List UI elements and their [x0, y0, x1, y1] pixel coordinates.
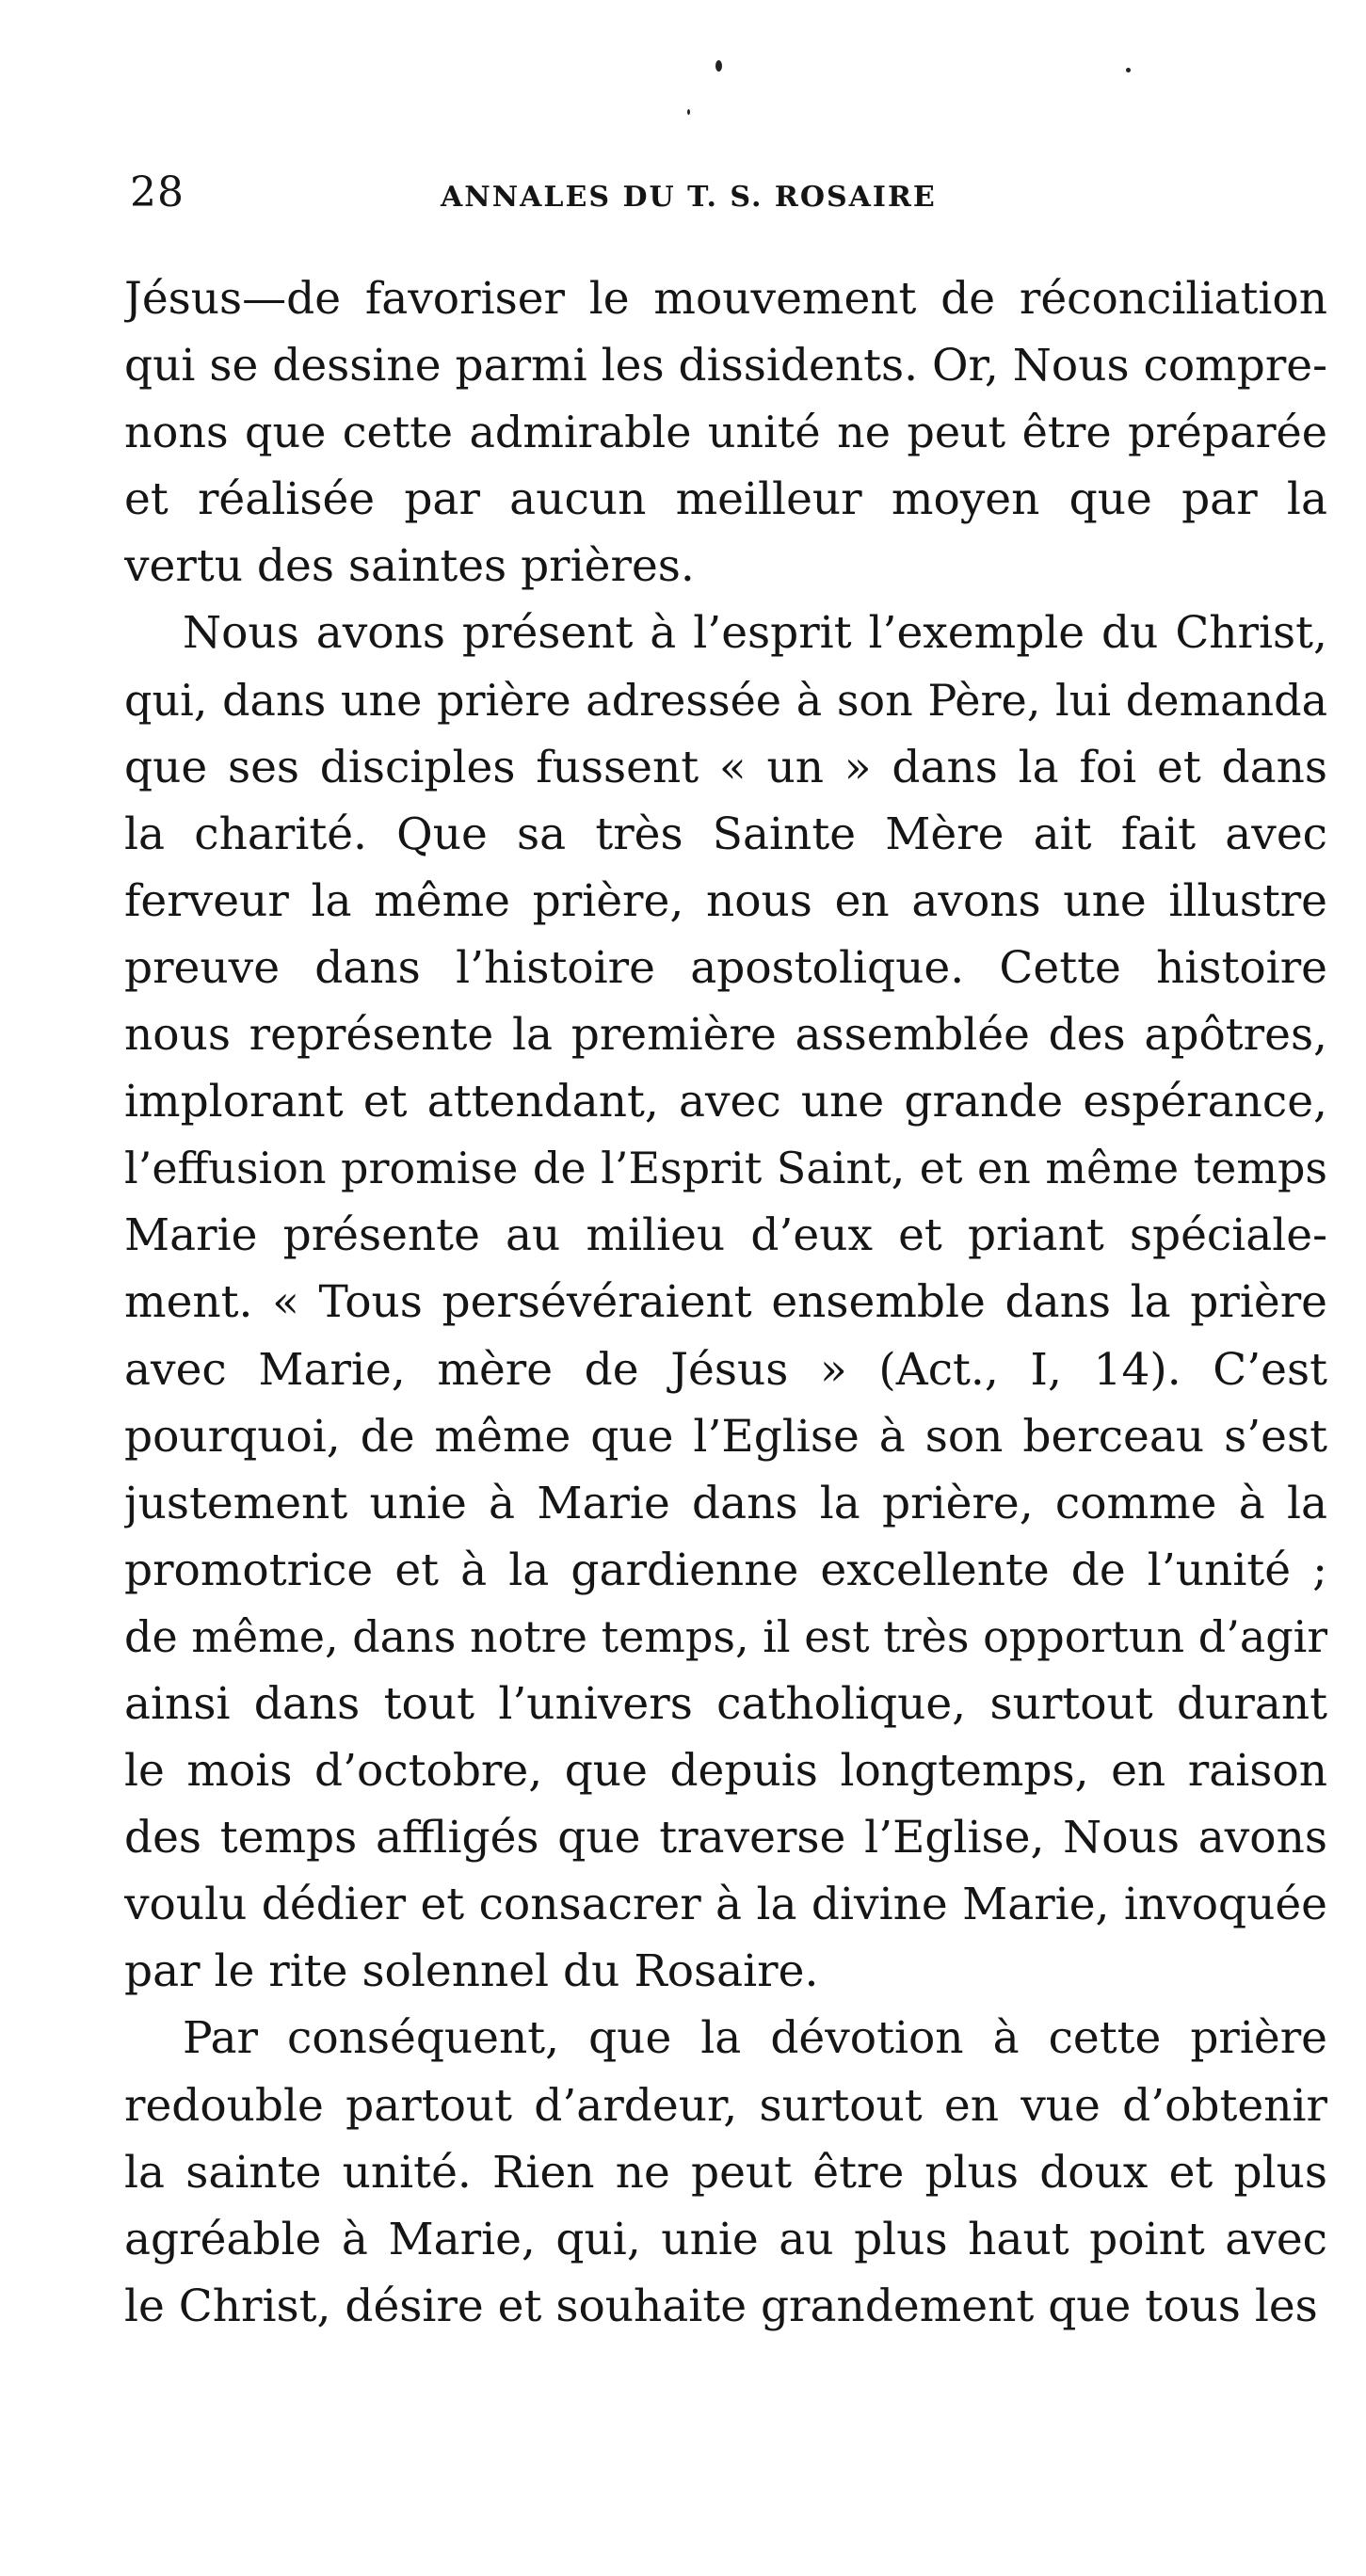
text-line: voulu dédier et consacrer à la divine Marie, invoquée — [124, 1879, 1327, 1931]
text-line: Marie présente au milieu d’eux et priant spéciale- — [124, 1209, 1327, 1262]
text-line: avec Marie, mère de Jésus » (Act., I, 14). C’est — [124, 1343, 1327, 1396]
text-line: promotrice et à la gardienne excellente de l’unité ; — [124, 1544, 1327, 1596]
print-speck — [1126, 68, 1131, 72]
paragraph — [124, 600, 1327, 2005]
text-line: la charité. Que sa très Sainte Mère ait fait avec — [124, 808, 1327, 860]
page-number: 28 — [130, 168, 185, 216]
text-line: nons que cette admirable unité ne peut être préparée — [124, 407, 1327, 458]
text-line: ment. « Tous persévéraient ensemble dans la prière — [124, 1276, 1327, 1329]
paragraph — [124, 265, 1327, 600]
text-line: de même, dans notre temps, il est très opportun d’agir — [124, 1610, 1327, 1662]
text-line: preuve dans l’histoire apostolique. Cette histoire — [124, 941, 1327, 994]
text-line: Nous avons présent à l’esprit l’exemple du Christ, — [183, 607, 1327, 660]
text-line: des temps affligés que traverse l’Eglise, Nous avons — [124, 1812, 1327, 1864]
text-line: ferveur la même prière, nous en avons une illustre — [124, 874, 1327, 927]
text-line: Par conséquent, que la dévotion à cette prière — [183, 2012, 1327, 2065]
text-line: le mois d’octobre, que depuis longtemps, en raison — [124, 1745, 1327, 1798]
text-line: la sainte unité. Rien ne peut être plus doux et plus — [124, 2146, 1327, 2199]
text-line: l’effusion promise de l’Esprit Saint, et en même temps — [124, 1143, 1327, 1194]
text-line: qui se dessine parmi les dissidents. Or, Nous compre- — [124, 340, 1327, 392]
text-line: qui, dans une prière adressée à son Père, lui demanda — [124, 674, 1327, 726]
text-line: implorant et attendant, avec une grande espérance, — [124, 1076, 1327, 1128]
text-line: vertu des saintes prières. — [124, 540, 695, 593]
print-speck — [687, 109, 690, 115]
text-line: redouble partout d’ardeur, surtout en vue d’obtenir — [124, 2079, 1327, 2132]
print-speck — [715, 60, 722, 72]
page-header — [130, 160, 1326, 226]
text-line: par le rite solennel du Rosaire. — [124, 1945, 819, 1998]
text-line: et réalisée par aucun meilleur moyen que par la — [124, 473, 1327, 526]
text-line: agréable à Marie, qui, unie au plus haut point avec — [124, 2213, 1327, 2265]
text-line: justement unie à Marie dans la prière, comme à la — [124, 1477, 1327, 1529]
body-text — [124, 265, 1327, 2340]
text-line: que ses disciples fussent « un » dans la foi et dans — [124, 741, 1327, 793]
text-line: le Christ, désire et souhaite grandement que tous les — [124, 2280, 1318, 2332]
text-line: ainsi dans tout l’univers catholique, surtout durant — [124, 1677, 1327, 1730]
paragraph — [124, 2005, 1327, 2339]
running-title: ANNALES DU T. S. ROSAIRE — [441, 181, 937, 214]
text-line: pourquoi, de même que l’Eglise à son berceau s’est — [124, 1410, 1327, 1463]
text-line: nous représente la première assemblée des apôtres, — [124, 1009, 1327, 1062]
text-line: Jésus—de favoriser le mouvement de réconciliation — [124, 273, 1327, 325]
